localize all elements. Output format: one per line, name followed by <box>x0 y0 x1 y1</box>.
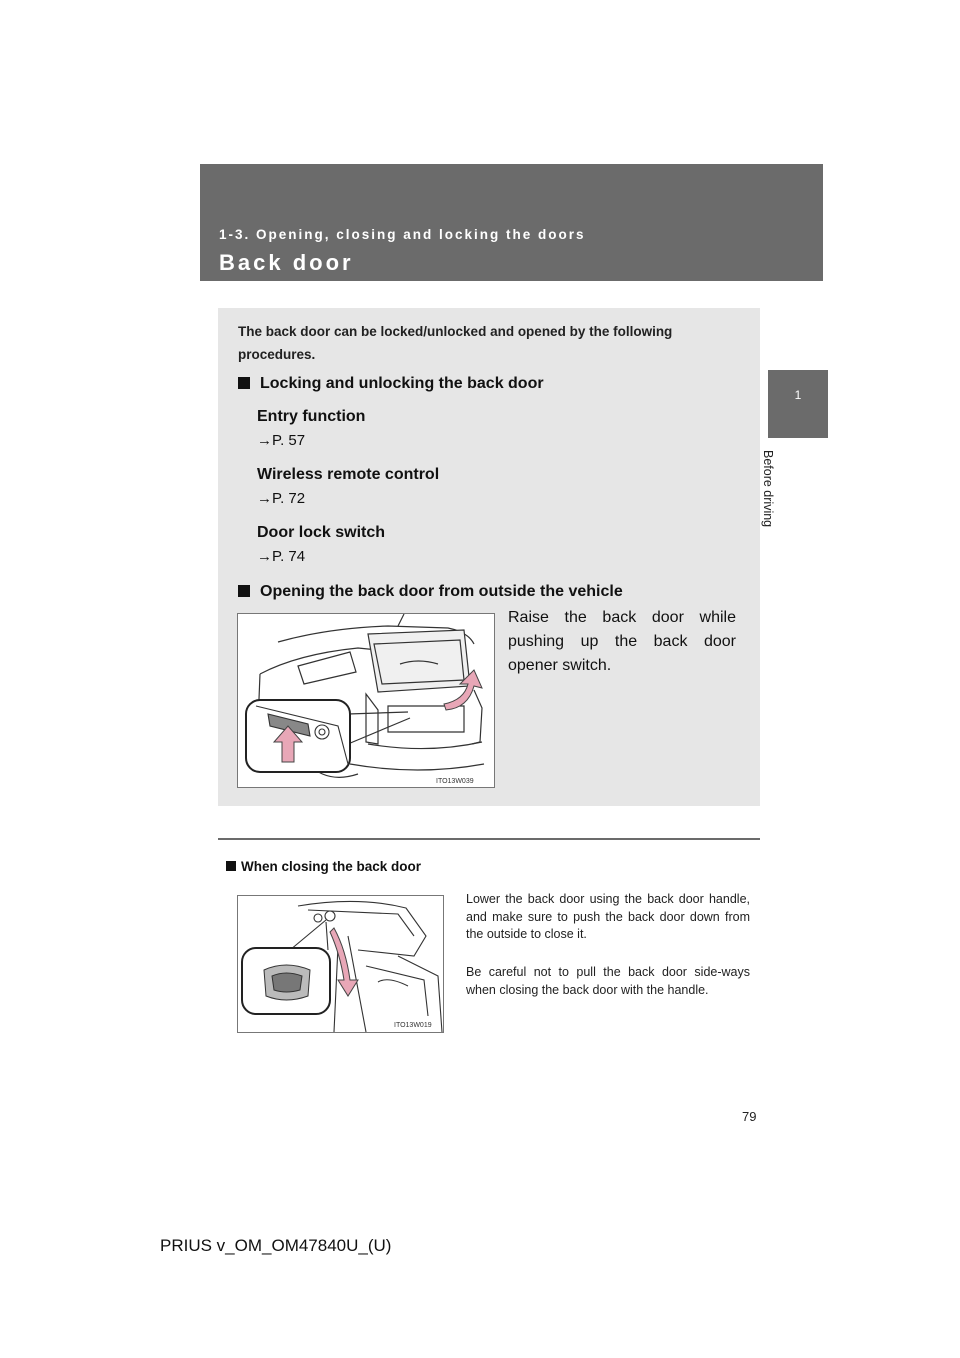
car-rear-illustration <box>238 614 494 787</box>
note-heading <box>226 859 421 874</box>
image-code: ITO13W019 <box>394 1022 432 1029</box>
opening-instruction: Raise the back door while pushing up the back door opener switch. <box>508 609 736 674</box>
note-heading-text: When closing the back door <box>241 859 422 874</box>
item-label: Door lock switch <box>257 524 386 541</box>
heading-locking <box>238 375 544 393</box>
section-subtitle: 1-3. Opening, closing and locking the doors <box>219 227 586 242</box>
door-handle-illustration <box>238 896 443 1032</box>
chapter-label-text: Before driving <box>761 450 775 528</box>
section-header <box>200 164 823 281</box>
square-bullet-icon <box>226 861 236 871</box>
procedure-box <box>218 308 760 806</box>
chapter-tab <box>768 370 828 438</box>
document-footer: PRIUS v_OM_OM47840U_(U) <box>160 1236 392 1255</box>
square-bullet-icon <box>238 585 250 597</box>
chapter-label <box>761 450 797 560</box>
back-door-closing-illustration <box>237 895 444 1033</box>
page-reference-link[interactable]: →P. 74 <box>257 548 306 565</box>
note-paragraph: Lower the back door using the back door handle, and make sure to push the back door down from the outside to close it. <box>466 892 750 941</box>
item-label: Entry function <box>257 408 366 425</box>
page-title: Back door <box>219 250 354 275</box>
back-door-opening-illustration <box>237 613 495 788</box>
square-bullet-icon <box>238 377 250 389</box>
note-paragraph: Be careful not to pull the back door side-ways when closing the back door with the handle. <box>466 965 750 997</box>
chapter-number: 1 <box>794 388 802 402</box>
intro-text: The back door can be locked/unlocked and opened by the following procedures. <box>238 324 673 362</box>
item-label: Wireless remote control <box>257 466 440 483</box>
heading-opening-text: Opening the back door from outside the vehicle <box>260 583 623 600</box>
heading-locking-text: Locking and unlocking the back door <box>260 375 544 392</box>
page-reference-link[interactable]: →P. 57 <box>257 432 306 449</box>
heading-opening <box>238 583 623 601</box>
section-divider <box>218 838 760 840</box>
page-reference-link[interactable]: →P. 72 <box>257 490 306 507</box>
image-code: ITO13W039 <box>436 778 474 785</box>
page-number: 79 <box>742 1109 757 1124</box>
